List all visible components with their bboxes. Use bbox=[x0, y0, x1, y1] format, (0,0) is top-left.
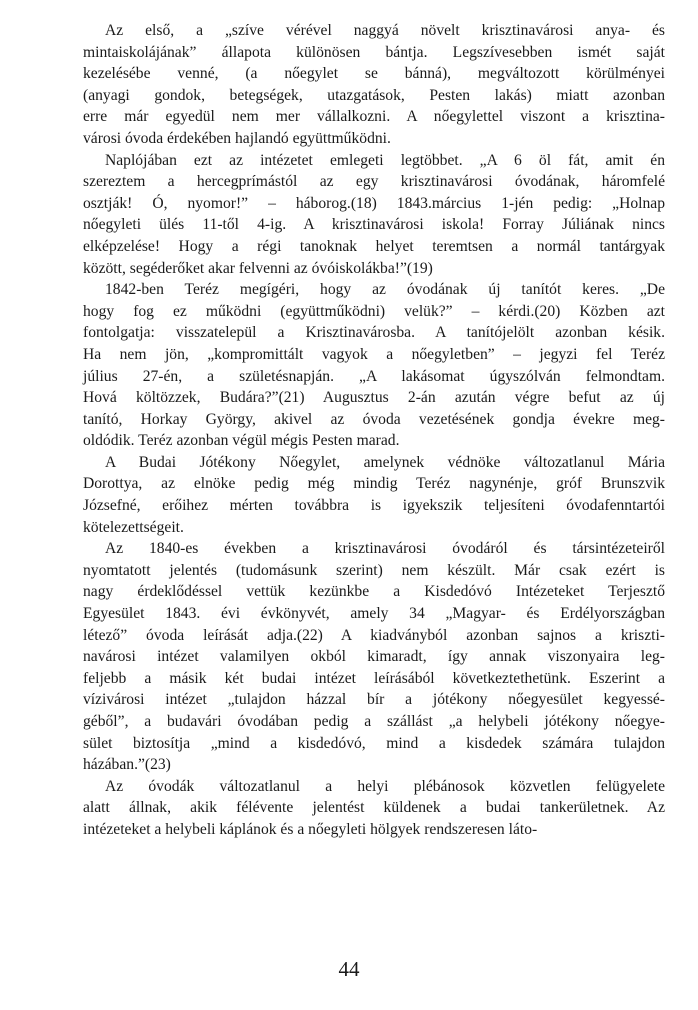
text-line: feljebb a másik két budai intézet leírásából következtethetünk. Eszerint a bbox=[83, 669, 665, 687]
paragraph bbox=[83, 279, 665, 452]
text-line: házában.”(23) bbox=[83, 756, 171, 774]
text-line: fontolgatja: visszatelepül a Krisztinavárosba. A tanítójelölt azonban késik. bbox=[83, 324, 665, 342]
paragraph bbox=[83, 776, 665, 841]
text-line: hogy fog ez működni (együttműködni) velük?” – kérdi.(20) Közben azt bbox=[83, 302, 665, 320]
text-line: osztják! Ó, nyomor!” – háborog.(18) 1843.március 1-jén pedig: „Holnap bbox=[83, 194, 665, 212]
text-line: nagy érdeklődéssel vettük kezünkbe a Kisdedóvó Intézeteket Terjesztő bbox=[83, 583, 665, 601]
text-line: Az óvodák változatlanul a helyi plébánosok közvetlen felügyelete bbox=[105, 777, 665, 795]
paragraph bbox=[83, 20, 665, 150]
text-line: Egyesület 1843. évi évkönyvét, amely 34 „Magyar- és Erdélyországban bbox=[83, 605, 665, 623]
paragraph bbox=[83, 538, 665, 776]
text-line: Ha nem jön, „kompromittált vagyok a nőegyletben” – jegyzi fel Teréz bbox=[83, 345, 665, 363]
text-line: erre már egyedül nem mer vállalkozni. A nőegylettel viszont a krisztina- bbox=[83, 108, 665, 126]
text-line: mintaiskolájának” állapota különösen bántja. Legszívesebben ismét saját bbox=[83, 43, 665, 61]
text-line: (anyagi gondok, betegségek, utazgatások, Pesten lakás) miatt azonban bbox=[83, 86, 665, 104]
body-text bbox=[83, 20, 665, 841]
text-line: intézeteket a helybeli káplánok és a nőegyleti hölgyek rendszeresen láto- bbox=[83, 820, 538, 838]
text-line: nőegyleti ülés 11-től 4-ig. A krisztinavárosi iskola! Forray Júliának nincs bbox=[83, 216, 665, 234]
text-line: navárosi intézet valamilyen okból kimaradt, így annak viszonyaira leg- bbox=[83, 648, 665, 666]
text-line: Dorottya, az elnöke pedig még mindig Teréz nagynénje, gróf Brunszvik bbox=[83, 475, 665, 493]
text-line: elképzelése! Hogy a régi tanoknak helyet teremtsen a normál tantárgyak bbox=[83, 237, 665, 255]
text-line: oldódik. Teréz azonban végül mégis Pesten marad. bbox=[83, 432, 400, 450]
text-line: sület biztosítja „mind a kisdedóvó, mind a kisdedek számára tulajdon bbox=[83, 734, 665, 752]
text-line: létező” óvoda leírását adja.(22) A kiadványból azonban sajnos a kriszti- bbox=[83, 626, 665, 644]
text-line: nyomtatott jelentés (tudomásunk szerint) nem készült. Már csak ezért is bbox=[83, 561, 665, 579]
text-line: városi óvoda érdekében hajlandó együttműködni. bbox=[83, 129, 391, 147]
paragraph bbox=[83, 150, 665, 280]
text-line: Naplójában ezt az intézetet emlegeti legtöbbet. „A 6 öl fát, amit én bbox=[105, 151, 665, 169]
text-line: július 27-én, a születésnapján. „A lakásomat úgyszólván felmondtam. bbox=[83, 367, 665, 385]
text-line: 1842-ben Teréz megígéri, hogy az óvodának új tanítót keres. „De bbox=[105, 281, 665, 299]
text-line: között, segéderőket akar felvenni az óvóiskolákba!”(19) bbox=[83, 259, 433, 277]
text-line: kötelezettségeit. bbox=[83, 518, 184, 536]
text-line: Az 1840-es években a krisztinavárosi óvodáról és társintézeteiről bbox=[105, 540, 665, 558]
paragraph bbox=[83, 452, 665, 538]
text-line: vízivárosi intézet „tulajdon házzal bír a jótékony nőegyesület kegyessé- bbox=[83, 691, 665, 709]
text-line: alatt állnak, akik félévente jelentést küldenek a budai tankerületnek. Az bbox=[83, 799, 665, 817]
text-line: szereztem a hercegprímástól az egy krisztinavárosi óvodának, háromfelé bbox=[83, 173, 665, 191]
text-line: A Budai Jótékony Nőegylet, amelynek védnöke változatlanul Mária bbox=[105, 453, 665, 471]
text-line: Hová költözzek, Budára?”(21) Augusztus 2-án azután végre befut az új bbox=[83, 389, 665, 407]
page-number: 44 bbox=[338, 957, 360, 981]
text-line: Józsefné, erőihez mérten továbbra is igyekszik teljesíteni óvodafenntartói bbox=[83, 497, 665, 515]
text-line: Az első, a „szíve vérével naggyá növelt krisztinavárosi anya- és bbox=[105, 22, 665, 39]
text-line: géből”, a budavári óvodában pedig a szállást „a helybeli jótékony nőegye- bbox=[83, 713, 665, 730]
text-line: tanító, Horkay György, akivel az óvoda vezetésének gondja évekre meg- bbox=[83, 410, 665, 428]
text-line: kezelésébe venné, (a nőegylet se bánná), megváltozott körülményei bbox=[83, 65, 665, 83]
